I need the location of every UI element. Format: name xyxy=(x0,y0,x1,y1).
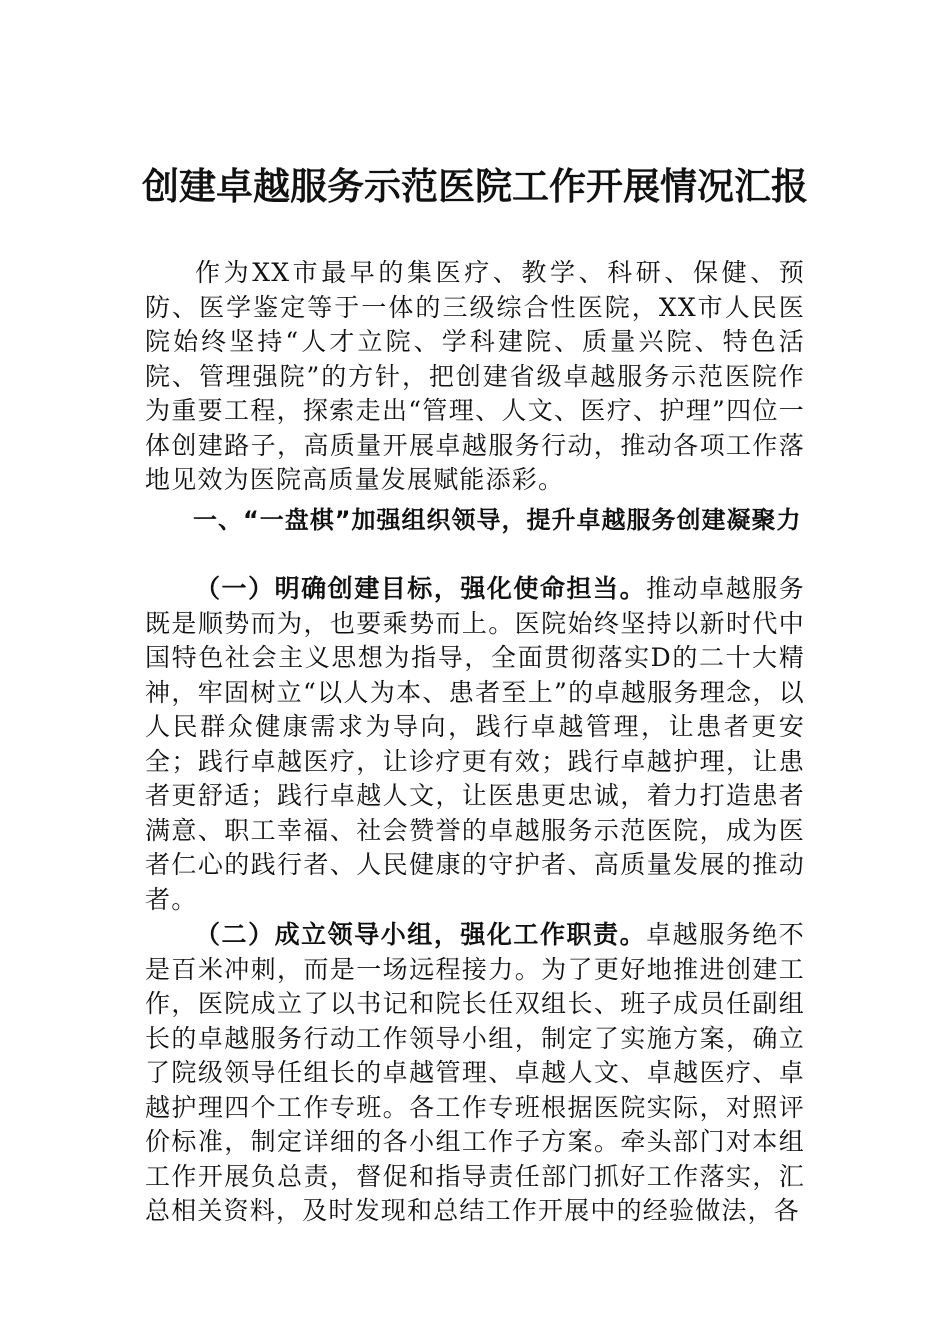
paragraph-lead-heading: （二）成立领导小组，强化工作职责。 xyxy=(195,920,647,949)
paragraph-body-text: 推动卓越服务既是顺势而为，也要乘势而上。医院始终坚持以新时代中国特色社会主义思想为指导，全面贯彻落实D的二十大精神，牢固树立“以人为本、患者至上”的卓越服务理念，以人民群众健康需求为导向，践行卓越管理，让患者更安全；践行卓越医疗，让诊疗更有效；践行卓越护理，让患者更舒适；践行卓越人文，让医患更忠诚，着力打造患者满意、职工幸福、社会赞誉的卓越服务示范医院，成为医者仁心的践行者、人民健康的守护者、高质量发展的推动者。 xyxy=(145,574,806,914)
section-1-paragraph-1 xyxy=(145,572,805,917)
paragraph-body-text: 卓越服务绝不是百米冲刺，而是一场远程接力。为了更好地推进创建工作，医院成立了以书记和院长任双组长、班子成员任副组长的卓越服务行动工作领导小组，制定了实施方案，确立了院级领导任组长的卓越管理、卓越人文、卓越医疗、卓越护理四个工作专班。各工作专班根据医院实际，对照评价标准，制定详细的各小组工作子方案。牵头部门对本组工作开展负总责，督促和指导责任部门抓好工作落实，汇总相关资料，及时发现和总结工作开展中的经验做法，各 xyxy=(145,920,806,1225)
section-1-paragraph-2 xyxy=(145,918,805,1229)
section-1-heading: 一、“一盘棋”加强组织领导，提升卓越服务创建凝聚力 xyxy=(193,506,802,534)
document-title: 创建卓越服务示范医院工作开展情况汇报 xyxy=(142,164,808,208)
intro-paragraph: 作为XX市最早的集医疗、教学、科研、保健、预防、医学鉴定等于一体的三级综合性医院，XX市人民医院始终坚持“人才立院、学科建院、质量兴院、特色活院、管理强院”的方针，把创建省级卓越服务示范医院作为重要工程，探索走出“管理、人文、医疗、护理”四位一体创建路子，高质量开展卓越服务行动，推动各项工作落地见效为医院高质量发展赋能添彩。 xyxy=(145,258,805,494)
paragraph-lead-heading: （一）明确创建目标，强化使命担当。 xyxy=(195,574,647,603)
